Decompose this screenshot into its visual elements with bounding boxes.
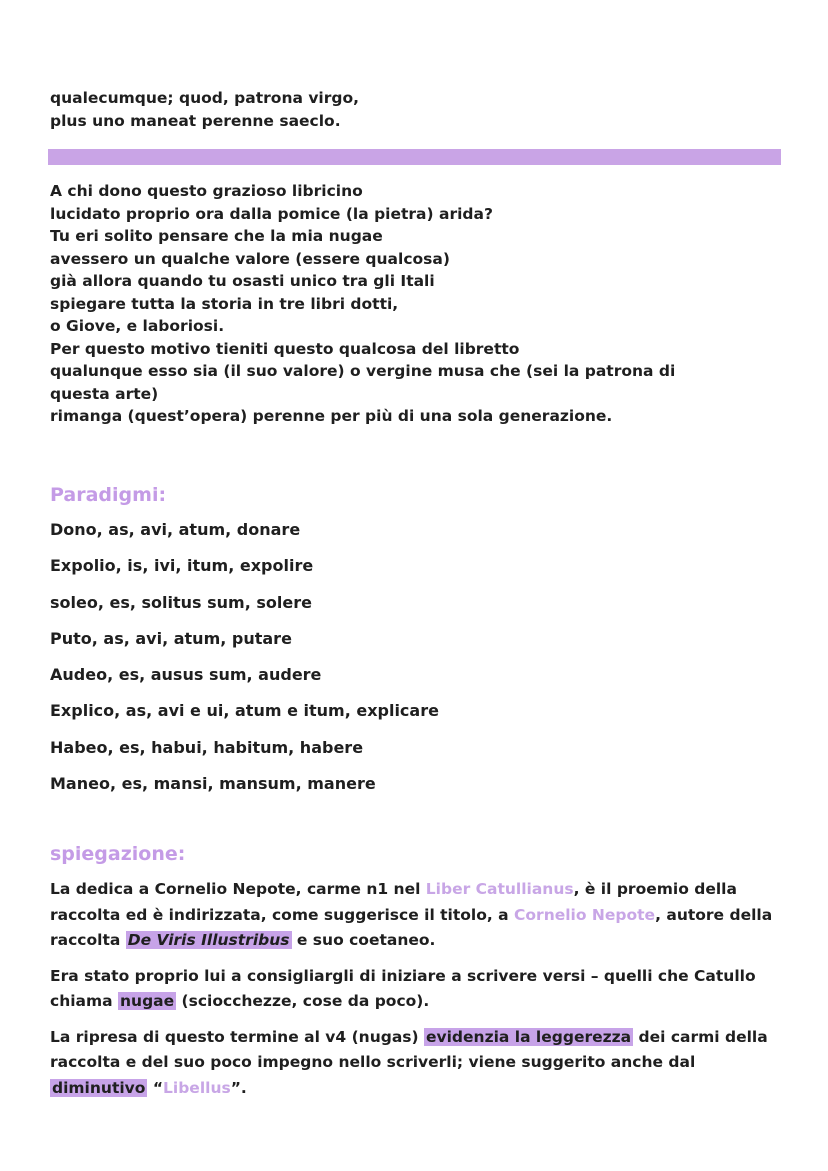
text: La ripresa di questo termine al v4 (nugas)	[50, 1027, 424, 1046]
highlighted-term: nugae	[120, 992, 175, 1010]
translation-line: Per questo motivo tieniti questo qualcosa del libretto	[50, 339, 520, 358]
text: Era stato proprio lui a consigliargli di iniziare a scrivere versi – quelli che Catullo chiama	[50, 966, 756, 1010]
text: , autore della raccolta	[50, 905, 773, 949]
paradigm-item: Habeo, es, habui, habitum, habere	[50, 737, 364, 757]
text: e suo coetaneo.	[291, 931, 436, 949]
spiegazione-text	[50, 877, 785, 1111]
highlighted-phrase: evidenzia la leggerezza	[426, 1027, 632, 1046]
spiegazione-heading: spiegazione:	[50, 843, 186, 865]
text: , è il proemio della raccolta ed è indirizzata, come suggerisce il titolo, a	[50, 880, 737, 924]
latin-verses	[50, 87, 790, 132]
paradigm-item: Expolio, is, ivi, itum, expolire	[50, 556, 314, 576]
text: dei carmi della raccolta e del suo poco impegno nello scriverli; viene suggerito anche dal	[50, 1027, 768, 1071]
translation-line: A chi dono questo grazioso libricino	[50, 182, 363, 200]
paradigmi-list	[50, 512, 790, 802]
explanation-paragraph	[50, 1025, 785, 1102]
translation-line: qualunque esso sia (il suo valore) o vergine musa che (sei la patrona di	[50, 362, 676, 380]
text: “	[147, 1078, 164, 1097]
text: La dedica a Cornelio Nepote, carme n1 nel	[50, 880, 426, 898]
paradigmi-heading: Paradigmi:	[50, 484, 167, 506]
translation-line: Tu eri solito pensare che la mia nugae	[50, 227, 383, 245]
author-name: Cornelio Nepote	[514, 905, 656, 924]
highlighted-title: De Viris Illustribus	[127, 931, 290, 949]
translation-line: o Giove, e laboriosi.	[50, 317, 225, 335]
paradigm-item: soleo, es, solitus sum, solere	[50, 592, 312, 612]
text: ”.	[230, 1078, 247, 1097]
explanation-paragraph	[50, 964, 785, 1015]
key-word: Libellus	[163, 1078, 231, 1097]
paradigm-item: Explico, as, avi e ui, atum e itum, explicare	[50, 701, 439, 721]
translation-line: rimanga (quest’opera) perenne per più di una sola generazione.	[50, 407, 613, 425]
translation-line: lucidato proprio ora dalla pomice (la pietra) arida?	[50, 204, 493, 223]
paradigm-item: Audeo, es, ausus sum, audere	[50, 665, 322, 685]
text: (sciocchezze, cose da poco).	[176, 992, 430, 1010]
highlighted-term: diminutivo	[52, 1078, 146, 1097]
paradigm-item: Maneo, es, mansi, mansum, manere	[50, 774, 376, 794]
translation-line: avessero un qualche valore (essere qualcosa)	[50, 249, 450, 268]
translation-line: già allora quando tu osasti unico tra gli Itali	[50, 272, 435, 290]
section-divider-bar	[48, 149, 781, 165]
translation-line: spiegare tutta la storia in tre libri dotti,	[50, 294, 399, 313]
paradigm-item: Puto, as, avi, atum, putare	[50, 628, 292, 648]
latin-line: plus uno maneat perenne saeclo.	[50, 111, 341, 130]
translation	[50, 180, 790, 428]
translation-line: questa arte)	[50, 384, 159, 403]
explanation-paragraph	[50, 877, 785, 954]
work-title: Liber Catullianus	[425, 880, 574, 898]
latin-line: qualecumque; quod, patrona virgo,	[50, 89, 360, 107]
paradigm-item: Dono, as, avi, atum, donare	[50, 520, 301, 539]
